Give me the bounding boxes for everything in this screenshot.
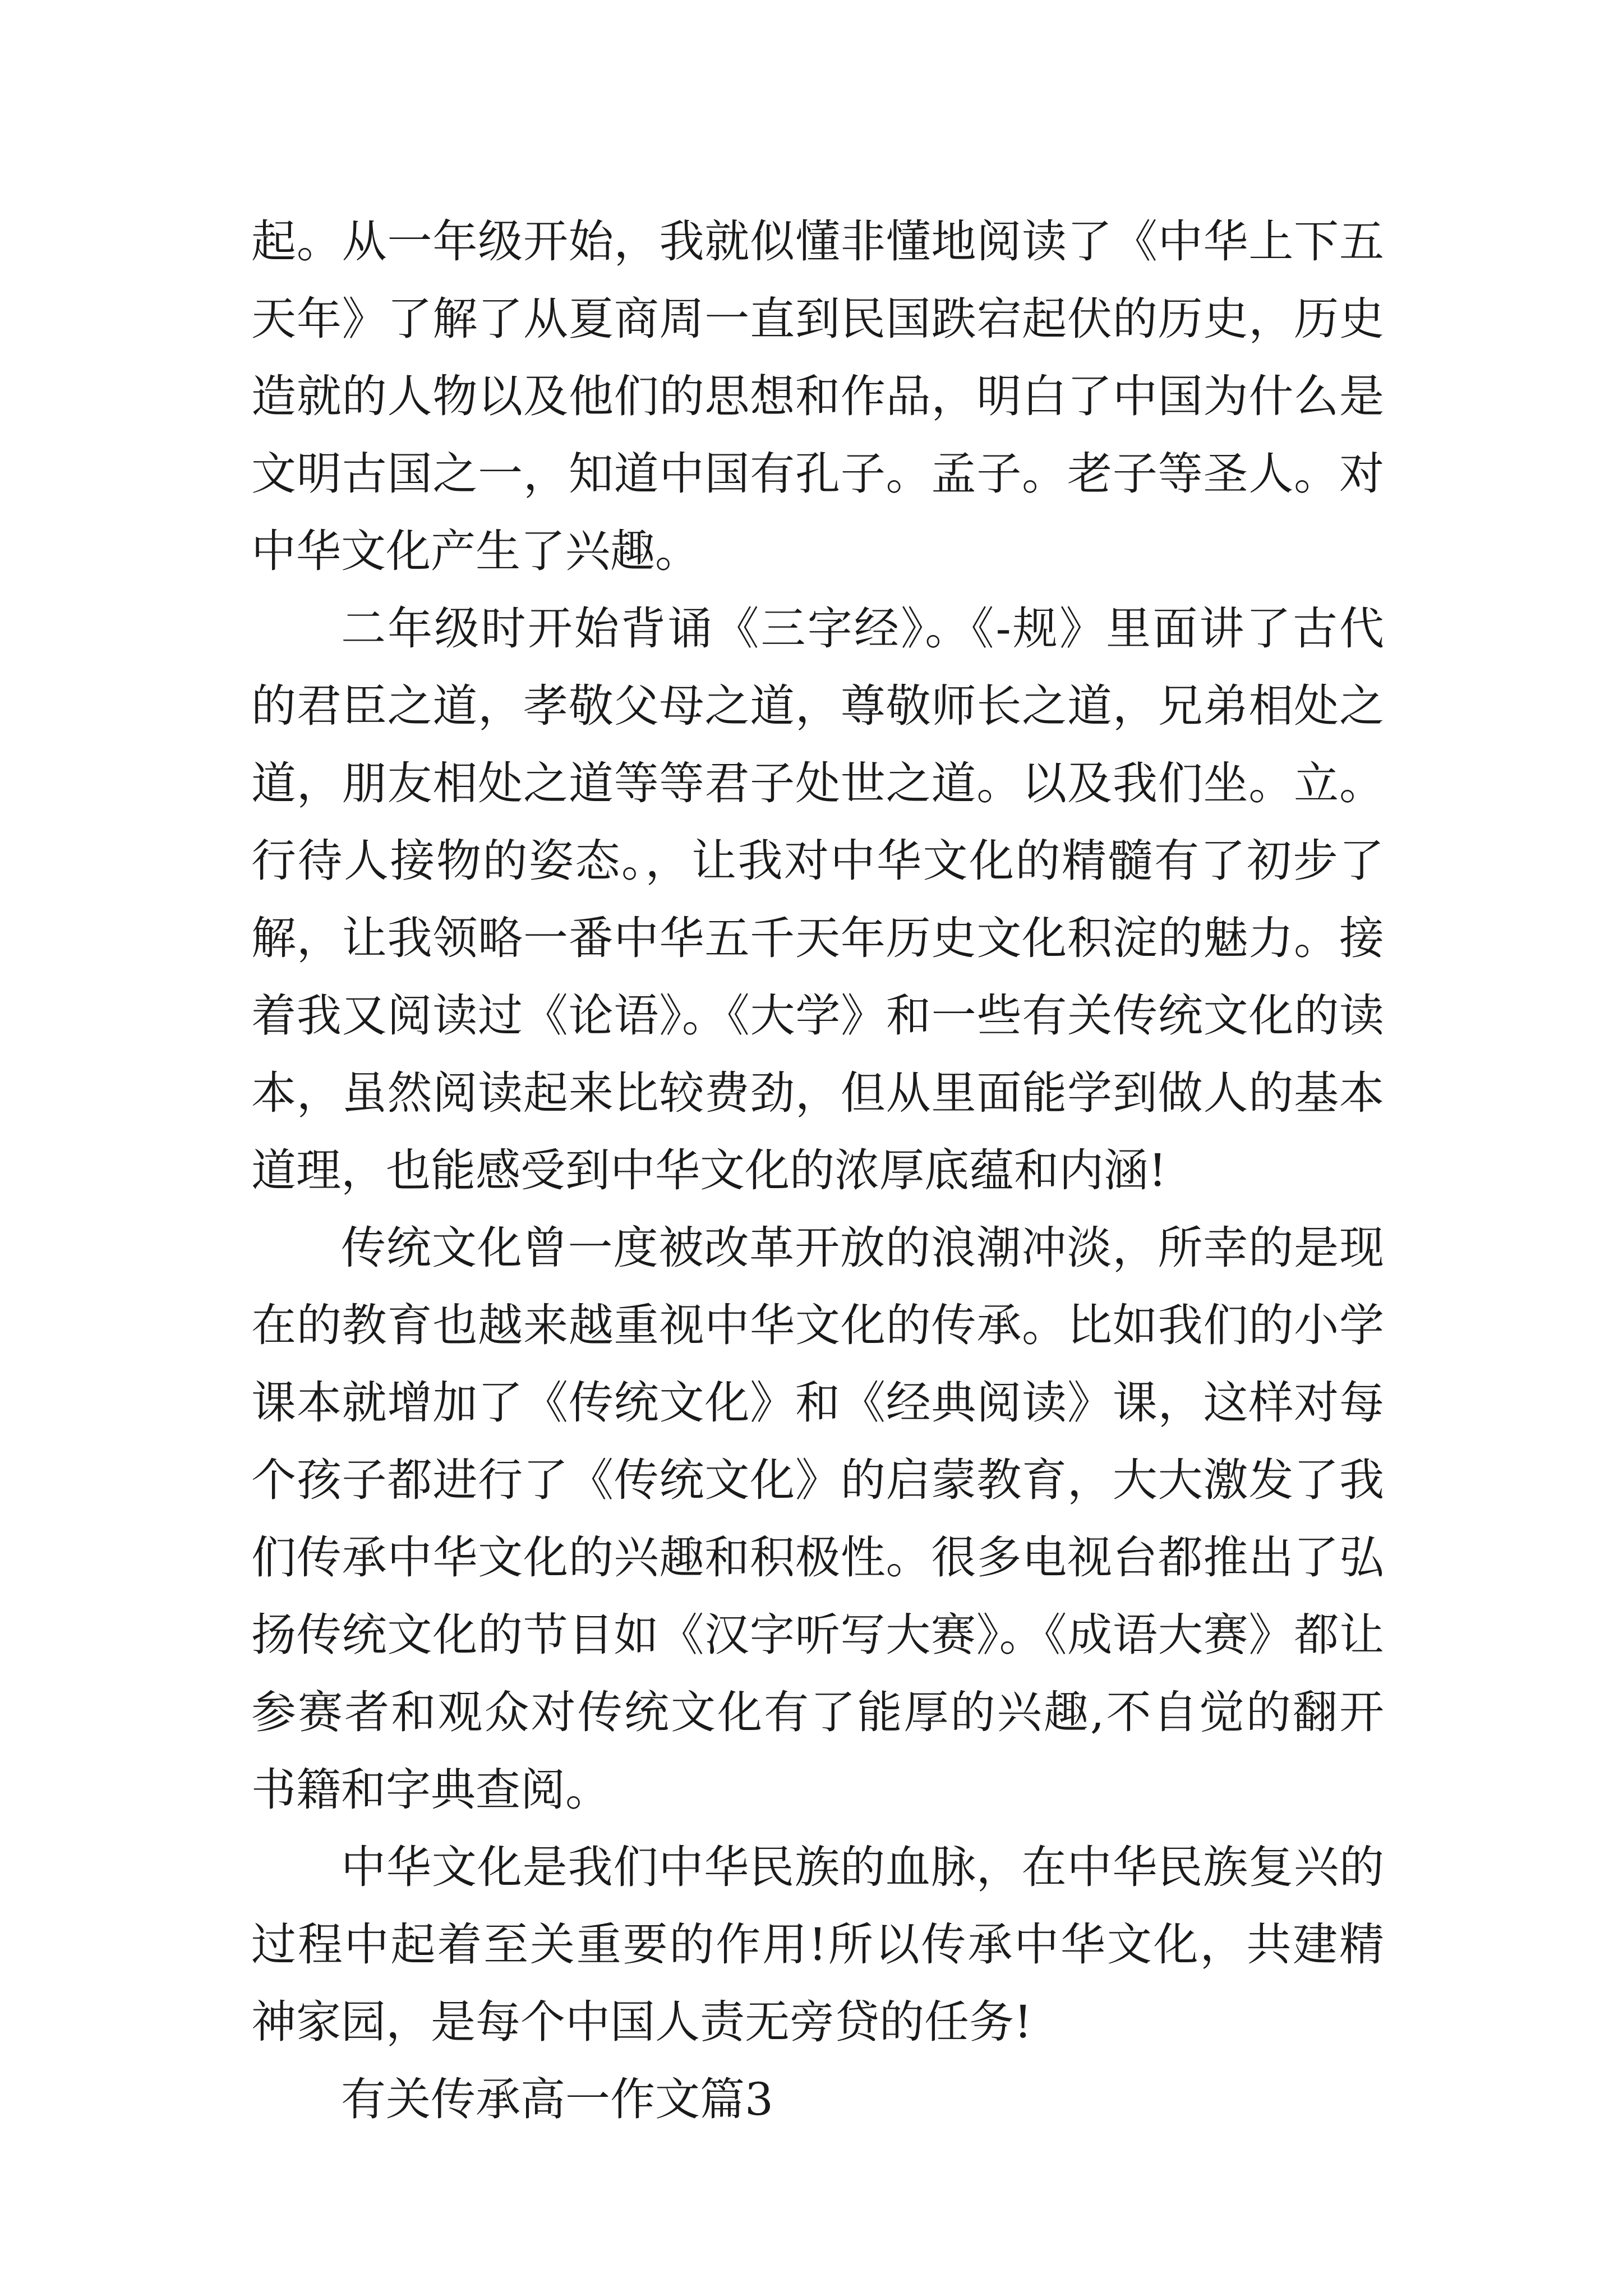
paragraph: 传统文化曾一度被改革开放的浪潮冲淡，所幸的是现在的教育也越来越重视中华文化的传承。比如我们的小学课本就增加了《传统文化》和《经典阅读》课，这样对每个孩子都进行了《传统文化》的启蒙教育，大大激发了我们传承中华文化的兴趣和积极性。很多电视台都推出了弘扬传统文化的节目如《汉字听写大赛》。《成语大赛》都让参赛者和观众对传统文化有了能厚的兴趣,不自觉的翻开书籍和字典查阅。: [251, 1222, 1384, 1816]
document-body: [251, 203, 1384, 2138]
paragraph: 起。从一年级开始，我就似懂非懂地阅读了《中华上下五天年》了解了从夏商周一直到民国跌宕起伏的历史，历史造就的人物以及他们的思想和作品，明白了中国为什么是文明古国之一，知道中国有孔子。孟子。老子等圣人。对中华文化产生了兴趣。: [251, 215, 1384, 577]
paragraph: 中华文化是我们中华民族的血脉，在中华民族复兴的过程中起着至关重要的作用!所以传承中华文化，共建精神家园，是每个中国人责无旁贷的任务!: [251, 1841, 1384, 2048]
paragraph: 二年级时开始背诵《三字经》。《-规》里面讲了古代的君臣之道，孝敬父母之道，尊敬师长之道，兄弟相处之道，朋友相处之道等等君子处世之道。以及我们坐。立。行待人接物的姿态。，让我对中华文化的精髓有了初步了解，让我领略一番中华五千天年历史文化积淀的魅力。接着我又阅读过《论语》。《大学》和一些有关传统文化的读本，虽然阅读起来比较费劲，但从里面能学到做人的基本道理，也能感受到中华文化的浓厚底蕴和内涵!: [251, 602, 1384, 1197]
section-heading: 有关传承高一作文篇3: [341, 2073, 773, 2125]
